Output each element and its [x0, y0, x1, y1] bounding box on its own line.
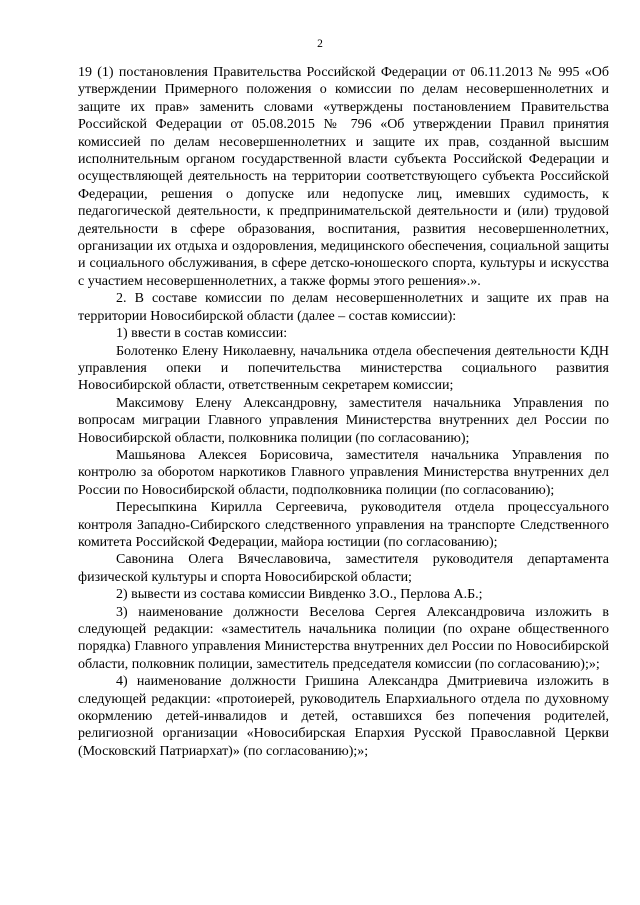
paragraph-member-bolotenko: Болотенко Елену Николаевну, начальника отдела обеспечения деятельности КДН управления опеки и попечительства министерства социального развития Новосибирской области, ответственным секретарем комиссии;: [78, 343, 609, 394]
paragraph-member-savonin: Савонина Олега Вячеславовича, заместителя руководителя департамента физической культуры и спорта Новосибирской области;: [78, 552, 609, 585]
paragraph-member-mashyanov: Машьянова Алексея Борисовича, заместителя начальника Управления по контролю за оборотом наркотиков Главного управления Министерства внутренних дел России по Новосибирской области, подполковника полиции (по согласованию);: [78, 447, 609, 498]
paragraph-continuation: 19 (1) постановления Правительства Российской Федерации от 06.11.2013 № 995 «Об утверждении Примерного положения о комиссии по делам несовершеннолетних и защите их прав» заменить словами «утверждены постановлением Правительства Российской Федерации от 05.08.2015 № 796 «Об утверждении Правил принятия комиссией по делам несовершеннолетних и защите их прав, созданной высшим исполнительным органом государственной власти субъекта Российской Федерации и осуществляющей деятельность на территории соответствующего субъекта Российской Федерации, решения о допуске или недопуске лиц, имевших судимость, к педагогической деятельности, к предпринимательской деятельности и (или) трудовой деятельности в сфере образования, воспитания, развития несовершеннолетних, организации их отдыха и оздоровления, медицинского обеспечения, социальной защиты и социального обслуживания, в сфере детско-юношеского спорта, культуры и искусства с участием несовершеннолетних, а также формы этого решения».».: [78, 65, 609, 289]
document-body: [78, 64, 609, 760]
paragraph-member-maksimova: Максимову Елену Александровну, заместителя начальника Управления по вопросам миграции Главного управления Министерства внутренних дел России по Новосибирской области, полковника полиции (по согласованию);: [78, 395, 609, 446]
paragraph-item-4: 4) наименование должности Гришина Александра Дмитриевича изложить в следующей редакции: «протоиерей, руководитель Епархиального отдела по духовному окормлению детей-инвалидов и детей, оставшихся без попечения родителей, религиозной организации «Новосибирская Епархия Русской Православной Церкви (Московский Патриархат)» (по согласованию);»;: [78, 674, 609, 759]
page-number: 2: [317, 38, 323, 50]
paragraph-item-2: 2) вывести из состава комиссии Вивденко З.О., Перлова А.Б.;: [116, 587, 483, 603]
paragraph-section-2: 2. В составе комиссии по делам несовершеннолетних и защите их прав на территории Новосибирской области (далее – состав комиссии):: [78, 291, 609, 324]
paragraph-item-3: 3) наименование должности Веселова Сергея Александровича изложить в следующей редакции: «заместитель начальника полиции (по охране общественного порядка) Главного управления Министерства внутренних дел России по Новосибирской области, полковник полиции, заместитель председателя комиссии (по согласованию);»;: [78, 604, 609, 672]
paragraph-member-peresypkin: Пересыпкина Кирилла Сергеевича, руководителя отдела процессуального контроля Западно-Сибирского следственного управления на транспорте Следственного комитета Российской Федерации, майора юстиции (по согласованию);: [78, 500, 609, 550]
paragraph-item-1: 1) ввести в состав комиссии:: [116, 326, 288, 342]
